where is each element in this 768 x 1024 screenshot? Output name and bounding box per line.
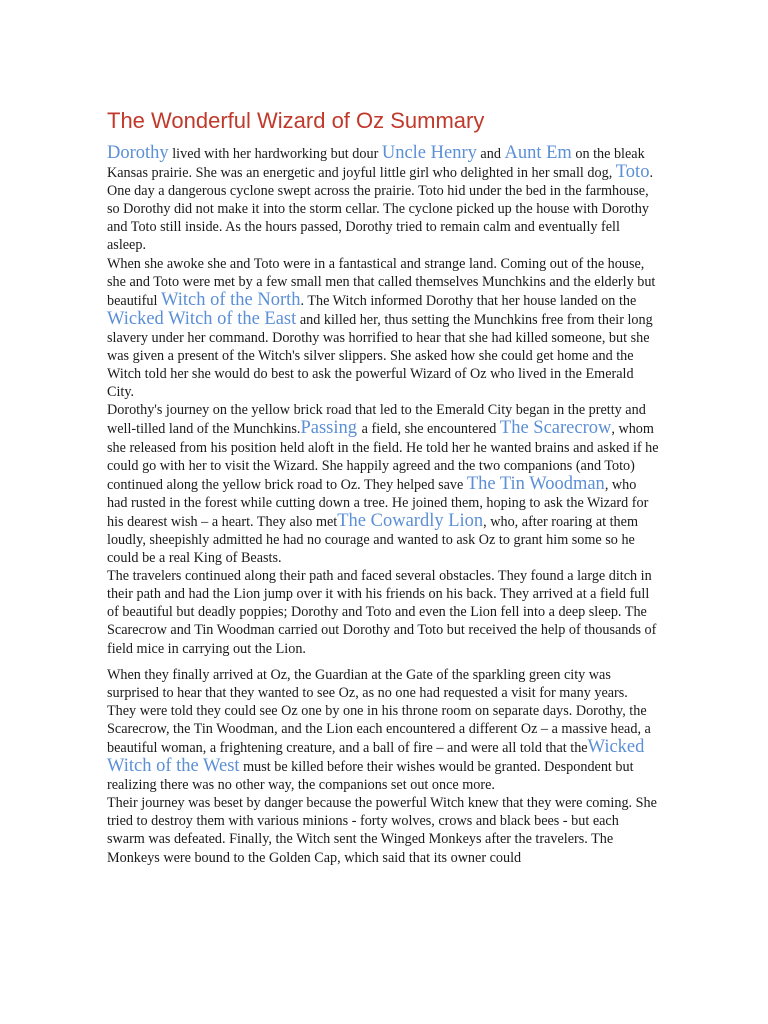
- text-run: a field, she encountered: [361, 421, 500, 438]
- paragraph-5: [107, 666, 659, 795]
- document-body: [107, 144, 659, 867]
- text-run: and killed her, thus setting the Munchkins free from their long slavery under her command. Dorothy was horrified to hear that she had killed someone, but she was given a present of the Witch's silver slippers. She asked how she could get home and the Witch told her she would do best to ask the powerful Wizard of Oz who lived in the Emerald City.: [107, 311, 653, 401]
- paragraph-3: [107, 401, 659, 567]
- link-toto[interactable]: Toto: [615, 162, 650, 183]
- paragraph-4: [107, 567, 659, 657]
- paragraph-spacer: [107, 658, 659, 666]
- text-run: Dorothy's journey on the yellow brick road that led to the Emerald City began in the pretty and well-tilled land of the Munchkins.: [107, 402, 646, 438]
- text-run: The travelers continued along their path and faced several obstacles. They found a large ditch in their path and had the Lion jump over it with his friends on his back. They arrived at a field full of beautiful but deadly poppies; Dorothy and Toto and even the Lion fell into a deep sleep. The Scarecrow and Tin Woodman carried out Dorothy and Toto but received the help of thousands of field mice in carrying out the Lion.: [107, 568, 657, 657]
- text-run: . One day a dangerous cyclone swept across the prairie. Toto hid under the bed in the farmhouse, so Dorothy did not make it into the storm cellar. The cyclone picked up the house with Dorothy and Toto still inside. As the hours passed, Dorothy tried to remain calm and eventually fell asleep.: [107, 165, 653, 254]
- link-dorothy[interactable]: Dorothy: [107, 143, 169, 163]
- text-run: must be killed before their wishes would be granted. Despondent but realizing there was no other way, the companions set out once more.: [107, 759, 634, 794]
- link-the-tin-woodman[interactable]: The Tin Woodman: [466, 473, 605, 494]
- link-the-scarecrow[interactable]: The Scarecrow: [499, 418, 612, 439]
- paragraph-2: [107, 255, 659, 402]
- text-run: Their journey was beset by danger because the powerful Witch knew that they were coming. She tried to destroy them with various minions - forty wolves, crows and black bees - but each swarm was defeated. Finally, the Witch sent the Winged Monkeys after the travelers. The Monkeys were bound to the Golden Cap, which said that its owner could: [107, 795, 657, 866]
- text-run: , who had rusted in the forest while cutting down a tree. He joined them, hoping to ask the Wizard for his dearest wish – a heart. They also met: [107, 476, 649, 530]
- text-run: When she awoke she and Toto were in a fantastical and strange land. Coming out of the house, she and Toto were met by a few small men that called themselves Munchkins and the elderly but beautiful: [107, 255, 656, 309]
- document-title: The Wonderful Wizard of Oz Summary: [107, 108, 485, 133]
- link-wicked-witch-of-the-east[interactable]: Wicked Witch of the East: [107, 308, 297, 329]
- text-run: lived with her hardworking but dour: [168, 146, 382, 162]
- text-run: When they finally arrived at Oz, the Guardian at the Gate of the sparkling green city was surprised to hear that they wanted to see Oz, as no one had requested a visit for many years. They were told they could see Oz one by one in his throne room on separate days. Dorothy, the Scarecrow, the Tin Woodman, and the Lion each encountered a different Oz – a massive head, a beautiful woman, a frightening creature, and a ball of fire – and were all told that the: [107, 666, 651, 756]
- link-wicked-witch-of-the-west[interactable]: Wicked Witch of the West: [107, 737, 645, 777]
- text-run: and: [476, 146, 505, 162]
- paragraph-6: [107, 794, 659, 866]
- link-aunt-em[interactable]: Aunt Em: [504, 143, 572, 163]
- link-the-cowardly-lion[interactable]: The Cowardly Lion: [337, 510, 484, 531]
- text-run: , whom she released from his position held aloft in the field. He told her he wanted brains and asked if he could go with her to visit the Wizard. She happily agreed and the two companions (and Toto) continued along the yellow brick road to Oz. They helped save: [107, 421, 659, 493]
- link-witch-of-the-north[interactable]: Witch of the North: [160, 289, 301, 310]
- paragraph-1: [107, 144, 659, 255]
- text-run: , who, after roaring at them loudly, sheepishly admitted he had no courage and wanted to ask Oz to grant him some so he could be a real King of Beasts.: [107, 513, 638, 567]
- text-run: . The Witch informed Dorothy that her house landed on the: [300, 292, 637, 309]
- link-uncle-henry[interactable]: Uncle Henry: [381, 143, 477, 163]
- text-run: on the bleak Kansas prairie. She was an energetic and joyful little girl who delighted in her small dog,: [107, 146, 645, 182]
- link-passing[interactable]: Passing: [300, 418, 362, 439]
